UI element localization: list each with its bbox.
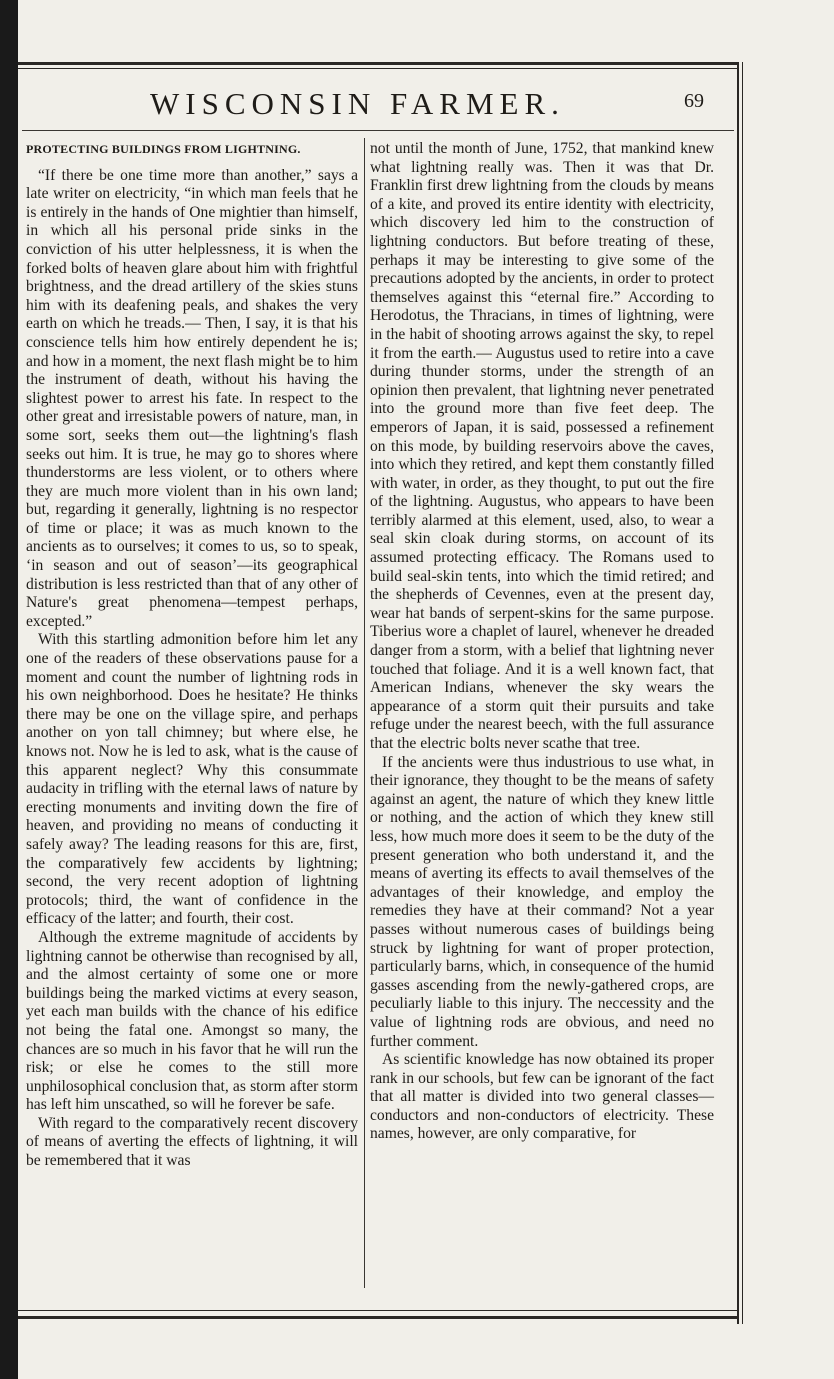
article-paragraph: not until the month of June, 1752, that mankind knew what lightning really was. Then it was that Dr. Franklin first drew lightning from the clouds by means of a kite, and proved its entire identity with electricity, which discovery led him to the construction of lightning conductors. But before treating of these, perhaps it may be interesting to give some of the precautions adopted by the ancients, in order to protect themselves against this “eternal fire.” According to Herodotus, the Thracians, in times of lightning, were in the habit of shooting arrows against the sky, to repel it from the earth.— Augustus used to retire into a cave during thunder storms, under the strength of an opinion then prevalent, that lightning never penetrated into the ground more than five feet deep. The emperors of Japan, it is said, possessed a refinement on this mode, by building reservoirs above the caves, into which they retired, and kept them constantly filled with water, in order, as they thought, to put out the fire of the lightning. Augustus, who appears to have been terribly alarmed at this element, used, also, to wear a seal skin cloak during storms, on account of its assumed protecting efficacy. The Romans used to build seal-skin tents, into which the timid retired; and the shepherds of Cevennes, even at the present day, wear hat bands of serpent-skins for the same purpose. Tiberius wore a chaplet of laurel, whenever he dreaded danger from a storm, with a belief that lightning never touched that foliage. And it is a well known fact, that American Indians, whenever the sky wears the appearance of a storm quit their pursuits and take refuge under the nearest beech, with the full assurance that the electric bolts never scathe that tree. [370, 140, 714, 752]
frame-bottom-rule [18, 1316, 738, 1319]
article-headline: PROTECTING BUILDINGS FROM LIGHTNING. [26, 142, 301, 156]
left-column [26, 140, 358, 1171]
article-paragraph: If the ancients were thus industrious to use what, in their ignorance, they thought to be the means of safety against an agent, the nature of which they knew little or nothing, and the action of which they knew still less, how much more does it seem to be the duty of the present generation who both understand it, and the means of averting its effects to avail themselves of the advantages of their knowledge, and employ the remedies they have at their command? Not a year passes without numerous cases of buildings being struck by lightning for want of proper protection, particularly barns, which, in consequence of the humid gasses ascending from the newly-gathered crops, are peculiarly liable to this injury. The neccessity and the value of lightning rods are obvious, and need no further comment. [370, 753, 714, 1050]
frame-right-rule-thin [742, 62, 743, 1324]
page-edge [0, 0, 18, 1379]
article-paragraph: “If there be one time more than another,” says a late writer on electricity, “in which man feels that he is entirely in the hands of One mightier than himself, in which all his personal pride sinks in the conviction of his utter helplessness, it is when the forked bolts of heaven glare about him with frightful brightness, and the dread artillery of the skies stuns him with its deafening peals, and shakes the very earth on which he treads.— Then, I say, it is that his conscience tells him how entirely dependent he is; and how in a moment, the next flash might be to him the instrument of death, without his having the slightest power to arrest his fate. In respect to the other great and irresistable powers of nature, man, in some sort, seeks them out—the lightning's flash seeks out him. It is true, he may go to shores where thunderstorms are less violent, or to others where they are much more violent than in his own land; but, regarding it generally, lightning is no respector of time or place; it was as much known to the ancients as to ourselves; it comes to us, so to speak, ‘in season and out of season’—its geographical distribution is less restricted than that of any other of Nature's great phenomena—tempest perhaps, excepted.” [26, 166, 358, 630]
article-paragraph: With regard to the comparatively recent discovery of means of averting the effects of lightning, it will be remembered that it was [26, 1114, 358, 1170]
masthead-title: WISCONSIN FARMER. [150, 86, 565, 121]
page-number: 69 [684, 90, 704, 112]
frame-top-rule [18, 62, 738, 65]
frame-bottom-rule-thin [18, 1310, 738, 1311]
article-paragraph: As scientific knowledge has now obtained its proper rank in our schools, but few can be ignorant of the fact that all matter is divided into two general classes—conductors and non-conductors of electricity. These names, however, are only comparative, for [370, 1051, 714, 1143]
header-rule [22, 130, 734, 131]
frame-top-rule-thin [18, 68, 738, 69]
frame-right-rule [737, 62, 739, 1324]
column-divider [364, 138, 365, 1288]
right-column [370, 140, 714, 1144]
article-paragraph: With this startling admonition before him let any one of the readers of these observations pause for a moment and count the number of lightning rods in his own neighborhood. Does he hesitate? He thinks there may be one on the village spire, and perhaps another on yon tall chimney; but where else, he knows not. Now he is led to ask, what is the cause of this apparent neglect? Why this consummate audacity in trifling with the eternal laws of nature by erecting monuments and inviting down the fire of heaven, and providing no means of conducting it safely away? The leading reasons for this are, first, the comparatively few accidents by lightning; second, the very recent adoption of lightning protocols; third, the want of confidence in the efficacy of the latter; and fourth, their cost. [26, 631, 358, 928]
article-paragraph: Although the extreme magnitude of accidents by lightning cannot be otherwise than recognised by all, and the almost certainty of some one or more buildings being the marked victims at every season, yet each man builds with the chance of his edifice not being the fatal one. Amongst so many, the chances are so much in his favor that he will run the risk; or else he comes to the still more unphilosophical conclusion that, as storm after storm has left him unscathed, so will he forever be safe. [26, 928, 358, 1114]
